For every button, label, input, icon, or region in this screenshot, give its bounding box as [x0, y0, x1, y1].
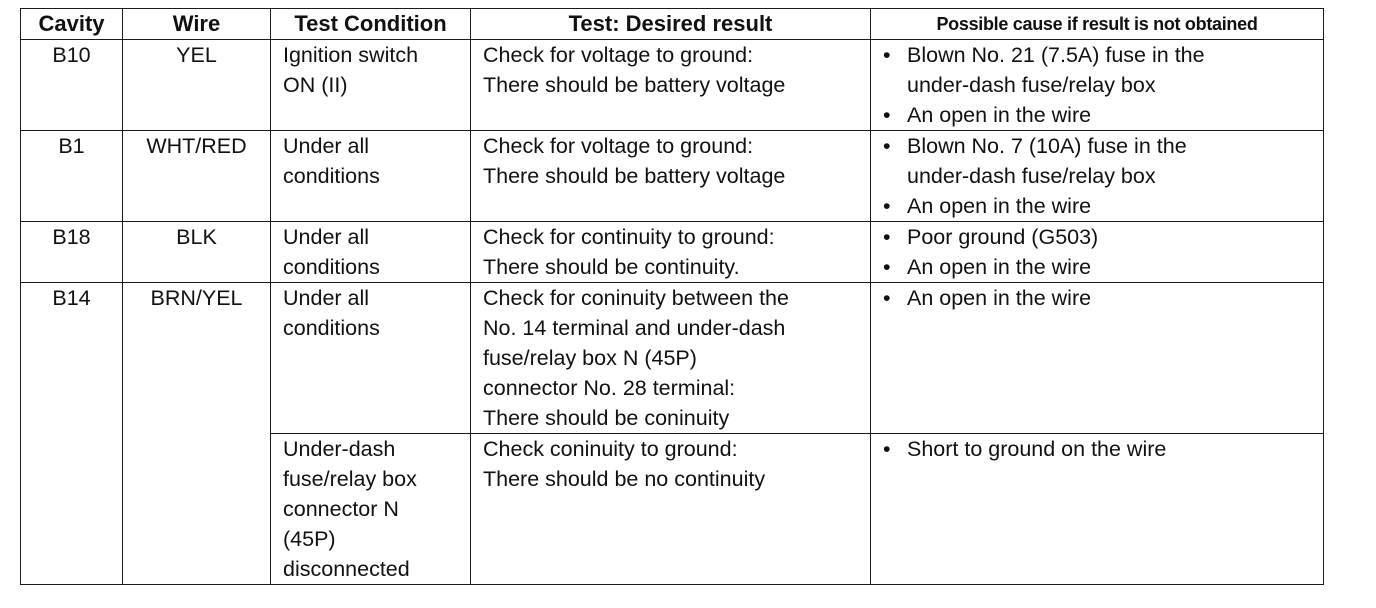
table-row	[21, 222, 1324, 283]
cause-cell	[871, 222, 1324, 283]
cause-cell	[871, 434, 1324, 585]
cause-cell	[871, 283, 1324, 434]
result-cell: Check coninuity to ground: There should be no continuity	[471, 434, 871, 585]
header-desired-result: Test: Desired result	[471, 9, 871, 40]
cavity-cell: B1	[21, 131, 123, 222]
result-cell: Check for continuity to ground: There should be continuity.	[471, 222, 871, 283]
wire-cell: BRN/YEL	[123, 283, 271, 585]
result-cell: Check for coninuity between the No. 14 terminal and under-dash fuse/relay box N (45P) connector No. 28 terminal: There should be coninuity	[471, 283, 871, 434]
wire-cell: WHT/RED	[123, 131, 271, 222]
bullet-icon: •	[883, 225, 891, 249]
cause-item: • Blown No. 7 (10A) fuse in the under-dash fuse/relay box	[883, 131, 1323, 191]
cause-cell	[871, 131, 1324, 222]
bullet-icon: •	[883, 103, 891, 127]
result-cell: Check for voltage to ground: There should be battery voltage	[471, 131, 871, 222]
header-wire: Wire	[123, 9, 271, 40]
bullet-icon: •	[883, 43, 891, 67]
bullet-icon: •	[883, 255, 891, 279]
cavity-cell: B18	[21, 222, 123, 283]
header-cavity: Cavity	[21, 9, 123, 40]
cause-item: • Blown No. 21 (7.5A) fuse in the under-dash fuse/relay box	[883, 40, 1323, 100]
troubleshooting-table	[20, 8, 1324, 585]
condition-cell: Under all conditions	[271, 222, 471, 283]
header-row	[21, 9, 1324, 40]
cause-item: • Short to ground on the wire	[883, 434, 1323, 464]
bullet-icon: •	[883, 134, 891, 158]
cause-item: • An open in the wire	[883, 283, 1323, 313]
wire-cell: YEL	[123, 40, 271, 131]
header-test-condition: Test Condition	[271, 9, 471, 40]
wire-cell: BLK	[123, 222, 271, 283]
cavity-cell: B14	[21, 283, 123, 585]
condition-cell: Under-dash fuse/relay box connector N (45P) disconnected	[271, 434, 471, 585]
cavity-cell: B10	[21, 40, 123, 131]
bullet-icon: •	[883, 437, 891, 461]
condition-cell: Ignition switch ON (II)	[271, 40, 471, 131]
cause-item: • Poor ground (G503)	[883, 222, 1323, 252]
result-cell: Check for voltage to ground: There should be battery voltage	[471, 40, 871, 131]
header-possible-cause: Possible cause if result is not obtained	[871, 9, 1324, 40]
cause-cell	[871, 40, 1324, 131]
table-row	[21, 40, 1324, 131]
cause-item: • An open in the wire	[883, 252, 1323, 282]
bullet-icon: •	[883, 194, 891, 218]
cause-item: • An open in the wire	[883, 100, 1323, 130]
table-row	[21, 283, 1324, 434]
condition-cell: Under all conditions	[271, 131, 471, 222]
table-row	[21, 131, 1324, 222]
cause-item: • An open in the wire	[883, 191, 1323, 221]
bullet-icon: •	[883, 286, 891, 310]
condition-cell: Under all conditions	[271, 283, 471, 434]
